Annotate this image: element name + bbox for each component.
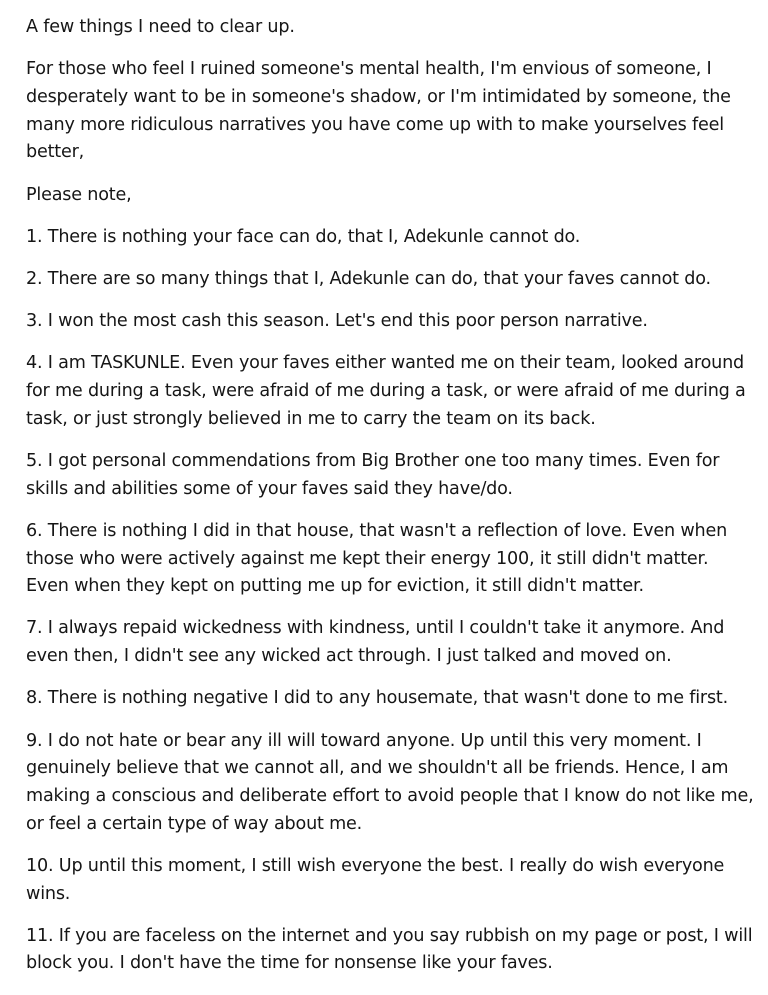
preamble-paragraph: For those who feel I ruined someone's mental health, I'm envious of someone, I desperately want to be in someone's shadow, or I'm intimidated by someone, the many more ridiculous narratives you have come up with to make yourselves feel better,: [26, 59, 731, 163]
point-3: 3. I won the most cash this season. Let's end this poor person narrative.: [26, 311, 648, 332]
point-11: 11. If you are faceless on the internet and you say rubbish on my page or post, I will block you. I don't have the time for nonsense like your faves.: [26, 925, 753, 974]
point-9: 9. I do not hate or bear any ill will toward anyone. Up until this very moment. I genuinely believe that we cannot all, and we shouldn't all be friends. Hence, I am making a conscious and deliberate effort to avoid people that I know do not like me, or feel a certain type of way about me.: [26, 730, 754, 834]
point-4: 4. I am TASKUNLE. Even your faves either wanted me on their team, looked around for me during a task, were afraid of me during a task, or were afraid of me during a task, or just strongly believed in me to carry the team on its back.: [26, 353, 746, 429]
please-note-line: Please note,: [26, 184, 132, 205]
point-1: 1. There is nothing your face can do, that I, Adekunle cannot do.: [26, 226, 581, 247]
intro-line: A few things I need to clear up.: [26, 17, 295, 37]
point-7: 7. I always repaid wickedness with kindness, until I couldn't take it anymore. And even then, I didn't see any wicked act through. I just talked and moved on.: [26, 618, 725, 667]
point-2: 2. There are so many things that I, Adekunle can do, that your faves cannot do.: [26, 268, 711, 289]
document-body: [26, 14, 756, 993]
point-10: 10. Up until this moment, I still wish everyone the best. I really do wish everyone wins.: [26, 855, 725, 904]
point-6: 6. There is nothing I did in that house, that wasn't a reflection of love. Even when those who were actively against me kept their energy 100, it still didn't matter. Even when they kept on putting me up for eviction, it still didn't matter.: [26, 520, 728, 597]
point-5: 5. I got personal commendations from Big Brother one too many times. Even for skills and abilities some of your faves said they have/do.: [26, 450, 720, 499]
point-8: 8. There is nothing negative I did to any housemate, that wasn't done to me first.: [26, 688, 729, 709]
